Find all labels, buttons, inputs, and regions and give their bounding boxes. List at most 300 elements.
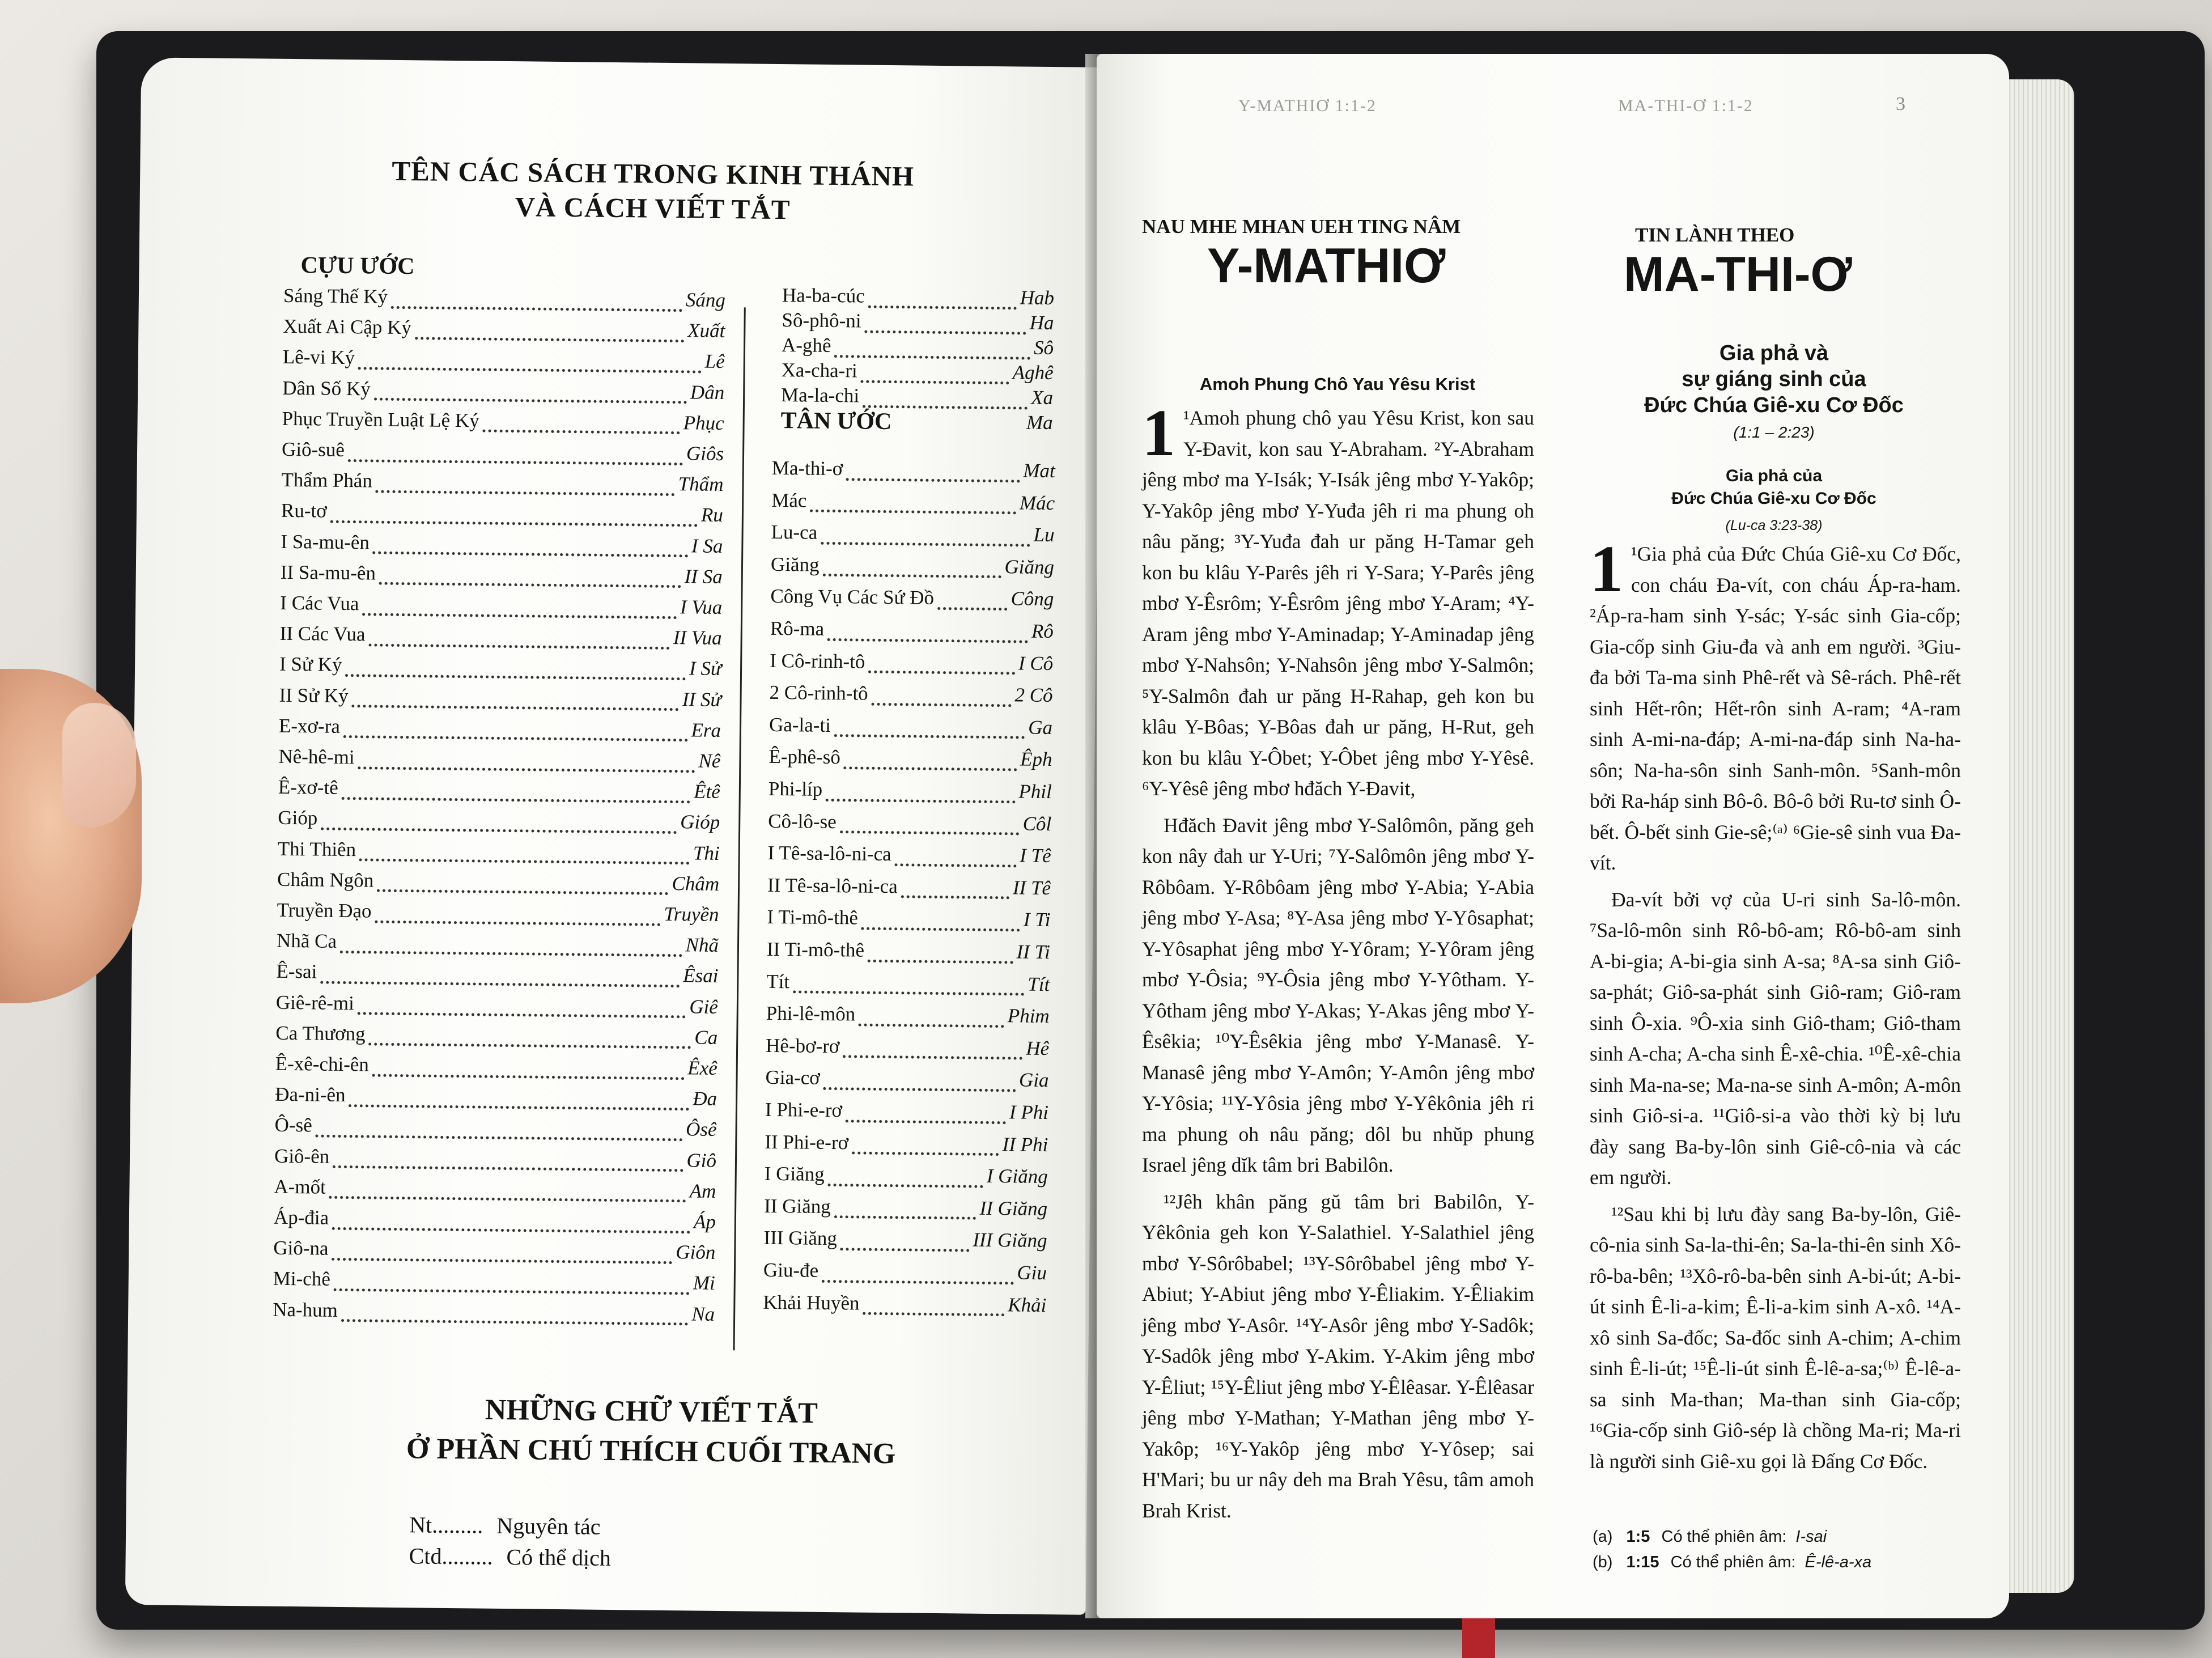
book-name: Ru-tơ <box>281 499 327 523</box>
book-entry <box>770 583 1054 612</box>
leader-dots <box>894 853 1016 867</box>
book-entry <box>281 498 723 528</box>
book-entry <box>782 307 1054 336</box>
book-entry <box>767 904 1050 933</box>
leader-dots <box>810 499 1016 515</box>
book-name: Ô-sê <box>274 1114 312 1137</box>
leader-dots <box>376 480 675 496</box>
book-abbreviation: Tít <box>1028 973 1050 995</box>
leader-dots <box>859 1013 1004 1028</box>
book-abbreviation: Ma <box>1026 411 1053 434</box>
book-abbreviation: II Phi <box>1002 1133 1048 1156</box>
book-abbreviation: I Vua <box>680 596 723 618</box>
book-name: Tít <box>766 970 790 993</box>
footnote <box>1593 1528 1827 1546</box>
book-name: I Giăng <box>764 1163 825 1186</box>
book-abbreviation: II Vua <box>673 626 722 650</box>
verse-paragraph: ¹²Sau khi bị lưu đày sang Ba-by-lôn, Giê-cô-nia sinh Sa-la-thi-ên; Sa-la-thi-ên sinh Xô-rô-ba-bên; ¹³Xô-rô-ba-bên sinh A-bi-út; A-bi-út sinh Ê-li-a-kim; Ê-li-a-kim sinh A-xô. ¹⁴A-xô sinh Sa-đốc; Sa-đốc sinh A-chim; A-chim sinh Ê-li-út; ¹⁵Ê-li-út sinh Ê-lê-a-sa;⁽ᵇ⁾ Ê-lê-a-sa sinh Ma-than; Ma-than sinh Gia-cốp; ¹⁶Gia-cốp sinh Giô-sép là chồng Ma-ri; Ma-ri là người sinh Giê-xu gọi là Đấng Cơ Đốc. <box>1590 1202 1961 1473</box>
book-abbreviation: Giôn <box>676 1241 716 1264</box>
book-name: Sô-phô-ni <box>782 309 861 332</box>
leader-dots <box>834 345 1030 360</box>
leader-dots <box>868 660 1015 675</box>
book-entry <box>768 808 1051 837</box>
book-entry <box>273 1235 715 1266</box>
book-abbreviation: Khải <box>1008 1293 1047 1316</box>
book-name: Dân Số Ký <box>282 376 371 400</box>
book-name: Châm Ngôn <box>277 868 374 892</box>
leader-dots <box>861 917 1020 931</box>
leader-dots <box>793 980 1024 995</box>
book-name: I Sử Ký <box>279 653 342 676</box>
book-abbreviation: Côl <box>1022 812 1052 835</box>
leader-dots <box>834 724 1025 739</box>
book-name: Ga-la-ti <box>769 713 831 736</box>
leader-dots <box>345 664 686 680</box>
sub-reference: (Lu-ca 3:23-38) <box>1725 518 1823 533</box>
book-entry <box>279 682 721 713</box>
leader-dots <box>334 1278 690 1295</box>
book-entry <box>763 1225 1047 1254</box>
book-entry <box>274 1205 716 1235</box>
verse-paragraph: Đa-vít bởi vợ của U-ri sinh Sa-lô-môn. ⁷Sa-lô-môn sinh Rô-bô-am; Rô-bô-am sinh A-bi-gia; A-bi-gia sinh A-sa; ⁸A-sa sinh Giô-sa-phát; Giô-sa-phát sinh Giô-ram; Giô-ram sinh Ô-xia. ⁹Ô-xia sinh Giô-tham; Giô-tham sinh A-cha; A-cha sinh Ê-xê-chia. ¹⁰Ê-xê-chia sinh Ma-na-se; Ma-na-se sinh A-môn; A-môn sinh Giô-si-a. ¹¹Giô-si-a vào thời kỳ bị lưu đày sang Ba-by-lôn sinh Giê-cô-nia và các em người. <box>1590 888 1961 1189</box>
chapter-number: 1 <box>1142 396 1175 470</box>
book-name: Cô-lô-se <box>768 809 837 833</box>
leader-dots <box>822 1269 1014 1284</box>
leader-dots <box>342 787 691 803</box>
vietnamese-section-heading <box>1570 340 1978 418</box>
abbr-title-line-2: Ở PHẦN CHÚ THÍCH CUỐI TRANG <box>406 1432 896 1470</box>
book-entry <box>766 1033 1049 1062</box>
abbr-entry <box>409 1511 601 1540</box>
book-entry <box>769 712 1052 741</box>
book-abbreviation: Ca <box>694 1026 718 1049</box>
book-entry <box>273 1296 715 1327</box>
book-abbreviation: Êtê <box>693 780 721 803</box>
book-name: Phi-lê-môn <box>766 1002 856 1025</box>
book-name: II Giăng <box>763 1194 831 1218</box>
book-entry <box>765 1129 1048 1157</box>
book-entry <box>765 1097 1048 1126</box>
book-name: Ma-la-chi <box>780 384 860 407</box>
book-abbreviation: Mat <box>1023 459 1055 482</box>
footnote-term: Ê-lê-a-xa <box>1805 1553 1872 1571</box>
verse-paragraph: ¹Amoh phung chô yau Yêsu Krist, kon sau Y-Đavit, kon sau Y-Abraham. ²Y-Abraham jêng mbơ ma Y-Isák; Y-Isák jêng mbơ Y-Yakôp; Y-Yakôp jêng mbơ Y-Yuđa jêh ri ma phung oh nâu păng; ³Y-Yuđa đah ur păng H-Tamar geh kon bu klâu Y-Parês jêh ri Y-Sara; Y-Parês jêng mbơ Y-Êsrôm; Y-Êsrôm jêng mbơ Y-Aram; ⁴Y-Aram jêng mbơ Y-Aminadap; Y-Aminadap jêng mbơ Y-Nahsôn; Y-Nahsôn jêng mbơ Y-Salmôn; ⁵Y-Salmôn đah ur păng H-Rahap, geh kon bu klâu Y-Bôas; Y-Bôas đah ur păng, H-Rut, geh kon bu klâu Y-Ôbet; Y-Ôbet jêng mbơ Y-Yêsê. ⁶Y-Yêsê jêng mbơ hđăch Y-Đavit, <box>1142 406 1534 800</box>
verse-paragraph: Hđăch Đavit jêng mbơ Y-Salômôn, păng geh kon nây đah ur Y-Uri; ⁷Y-Salômôn jêng mbơ Y-Rôbôam. Y-Rôbôam jêng mbơ Y-Abia; Y-Abia jêng mbơ Y-Asa; ⁸Y-Asa jêng mbơ Y-Yôsaphat; Y-Yôsaphat jêng mbơ Y-Yôram; Y-Yôram jêng mbơ Y-Ôsia; ⁹Y-Ôsia jêng mbơ Y-Yôtham. Y-Yôtham jêng mbơ Y-Akas; Y-Akas jêng mbơ Y-Êsêkia; ¹⁰Y-Êsêkia jêng mbơ Y-Manasê. Y-Manasê jêng mbơ Y-Amôn; Y-Amôn jêng mbơ Y-Yôsia; ¹¹Y-Yôsia jêng mbơ Y-Yêkônia jêh ri ma phung oh nâu păng; dôl bu nhŭp phung Israel jêng dĭk tâm bri Babilôn. <box>1142 813 1534 1176</box>
book-entry <box>772 455 1055 484</box>
section-reference: (1:1 – 2:23) <box>1733 423 1815 441</box>
book-name: Thẩm Phán <box>281 469 373 492</box>
leader-dots <box>937 597 1008 610</box>
book-entry <box>283 313 725 344</box>
book-entry <box>763 1257 1047 1286</box>
leader-dots <box>332 1216 690 1233</box>
book-entry <box>278 744 720 774</box>
book-abbreviation: Sáng <box>685 289 726 312</box>
book-entry <box>766 1000 1049 1029</box>
leader-dots <box>823 1077 1016 1092</box>
leader-dots <box>374 388 687 404</box>
book-abbreviation: Giu <box>1017 1261 1047 1284</box>
book-name: Khải Huyền <box>763 1291 860 1314</box>
leader-dots <box>348 449 683 465</box>
leader-dots <box>362 603 677 619</box>
book-entry <box>283 283 725 313</box>
book-entry <box>281 528 723 559</box>
book-entry <box>782 332 1054 361</box>
book-entry <box>782 282 1054 311</box>
leader-dots <box>822 563 1001 578</box>
mnong-text-column <box>1142 396 1534 1526</box>
book-abbreviation: Ga <box>1028 716 1053 739</box>
leader-dots <box>359 848 690 864</box>
book-entry <box>781 357 1053 386</box>
book-name: Xuất Ai Cập Ký <box>283 315 412 339</box>
book-name: Na-hum <box>273 1298 338 1321</box>
book-entry <box>767 936 1050 965</box>
leader-dots <box>333 1155 683 1172</box>
book-abbreviation: I Sử <box>689 657 722 680</box>
running-head-right: MA-THI-Ơ 1:1-2 <box>1618 96 1754 115</box>
book-entry <box>279 621 721 651</box>
book-entry <box>780 407 1052 436</box>
mnong-title: Y-MATHIƠ <box>1207 239 1446 293</box>
book-name: Giăng <box>770 553 820 576</box>
book-name: A-mốt <box>274 1175 326 1198</box>
book-name: Ê-xê-chi-ên <box>275 1052 370 1076</box>
book-abbreviation: II Ti <box>1016 940 1051 964</box>
book-name: I Ti-mô-thê <box>767 906 859 929</box>
book-name: Giô-ên <box>274 1144 330 1168</box>
book-name: Công Vụ Các Sứ Đồ <box>770 585 935 609</box>
book-abbreviation: Lê <box>704 350 725 373</box>
book-name: Lê-vi Ký <box>282 346 355 369</box>
book-entry <box>781 382 1053 411</box>
abbreviations-title <box>296 1388 1005 1475</box>
leader-dots <box>316 1124 683 1141</box>
leader-dots <box>332 1248 672 1264</box>
book-name: Thi Thiên <box>277 837 356 860</box>
leader-dots <box>375 910 660 926</box>
book-abbreviation: Lu <box>1033 523 1055 546</box>
book-name: Lu-ca <box>771 521 818 544</box>
abbr-value: Có thể dịch <box>506 1544 612 1571</box>
vietnamese-sub-heading <box>1570 465 1978 510</box>
footnote-term: I-sai <box>1795 1528 1827 1546</box>
book-name: Hê-bơ-rơ <box>765 1034 840 1057</box>
book-abbreviation: Giôs <box>686 442 724 465</box>
book-entry <box>281 467 723 498</box>
book-entry <box>764 1193 1047 1222</box>
book-entry <box>279 713 721 744</box>
book-name: I Tê-sa-lô-ni-ca <box>767 842 891 866</box>
footnote-mark: (b) <box>1593 1553 1613 1571</box>
leader-dots <box>379 572 681 588</box>
title-line-2: VÀ CÁCH VIẾT TẮT <box>515 191 791 226</box>
vietnamese-text-column <box>1590 532 1961 1477</box>
book-abbreviation: Êxê <box>687 1057 717 1079</box>
leader-dots <box>868 295 1017 309</box>
book-abbreviation: Hab <box>1020 286 1055 309</box>
book-entry <box>277 897 719 928</box>
book-abbreviation: 2 Cô <box>1014 684 1053 707</box>
leader-dots <box>377 879 668 895</box>
book-abbreviation: II Giăng <box>979 1197 1048 1220</box>
chapter-number: 1 <box>1590 532 1623 606</box>
book-abbreviation: Công <box>1011 587 1054 610</box>
book-abbreviation: I Giăng <box>986 1165 1048 1188</box>
running-head-left: Y-MATHIƠ 1:1-2 <box>1238 96 1377 115</box>
abbr-value: Nguyên tác <box>496 1512 601 1540</box>
book-entry <box>283 344 725 375</box>
book-name: Ca Thương <box>275 1021 366 1045</box>
book-abbreviation: Na <box>691 1303 715 1325</box>
book-name: Ha-ba-cúc <box>782 284 865 307</box>
leader-dots <box>846 1109 1006 1124</box>
old-testament-heading: CỰU ƯỚC <box>300 252 415 280</box>
book-abbreviation: Phục <box>683 412 724 434</box>
book-abbreviation: II Tê <box>1012 876 1051 899</box>
book-name: I Các Vua <box>280 591 359 615</box>
book-name: I Phi-e-rơ <box>765 1098 843 1122</box>
book-entry <box>276 959 718 989</box>
book-abbreviation: III Giăng <box>973 1229 1047 1252</box>
book-abbreviation: Giô <box>686 1148 717 1172</box>
book-abbreviation: I Ti <box>1023 908 1051 931</box>
book-name: Phục Truyền Luật Lệ Ký <box>282 407 479 432</box>
book-name: E-xơ-ra <box>278 714 341 737</box>
leader-dots <box>391 295 682 311</box>
book-abbreviation: Ôsê <box>685 1118 717 1141</box>
book-name: Sáng Thế Ký <box>283 284 388 308</box>
leader-dots <box>373 541 688 558</box>
book-abbreviation: Mác <box>1019 491 1055 514</box>
leader-dots <box>901 885 1010 900</box>
leader-dots <box>368 1033 691 1049</box>
book-entry <box>274 1143 716 1173</box>
abbr-key: Ctd......... <box>409 1543 493 1570</box>
thumbnail <box>62 703 136 828</box>
book-abbreviation: Ru <box>700 503 724 527</box>
book-abbreviation: Sô <box>1033 336 1054 359</box>
book-entry <box>769 744 1052 773</box>
leader-dots <box>415 326 685 342</box>
book-entry <box>276 989 718 1020</box>
leader-dots <box>826 788 1016 803</box>
page-number: 3 <box>1896 94 1905 115</box>
vietnamese-title: MA-THI-Ơ <box>1624 247 1852 302</box>
book-abbreviation: Áp <box>693 1210 716 1233</box>
leader-dots <box>482 419 680 435</box>
title-line-1: TÊN CÁC SÁCH TRONG KINH THÁNH <box>392 155 915 192</box>
leader-dots <box>358 1002 686 1018</box>
book-abbreviation: Truyền <box>664 902 719 926</box>
section-heading-line: sự giáng sinh của <box>1682 367 1866 391</box>
book-abbreviation: Phil <box>1018 780 1052 803</box>
section-heading-line: Gia phả và <box>1719 341 1829 365</box>
book-name: II Sa-mu-ên <box>280 561 376 584</box>
mnong-section-heading: Amoh Phung Chô Yau Yêsu Krist <box>1199 374 1476 394</box>
leader-dots <box>349 1094 689 1110</box>
leader-dots <box>846 468 1020 482</box>
sub-heading-line: Gia phả của <box>1725 467 1823 485</box>
book-entry <box>278 774 720 805</box>
book-entry <box>277 836 719 866</box>
book-entry <box>279 651 721 682</box>
book-abbreviation: Xuất <box>687 319 725 342</box>
book-name: II Ti-mô-thê <box>766 938 865 961</box>
column-divider <box>733 307 746 1350</box>
book-entry <box>277 867 719 897</box>
book-abbreviation: I Phi <box>1009 1101 1049 1124</box>
leader-dots <box>321 817 677 834</box>
right-page <box>1097 54 2009 1618</box>
book-name: Nê-hê-mi <box>278 745 355 769</box>
book-entry <box>282 436 724 467</box>
leader-dots <box>368 633 670 650</box>
book-name: I Sa-mu-ên <box>281 530 370 554</box>
book-abbreviation: Nê <box>698 749 721 772</box>
leader-dots <box>358 756 695 773</box>
book-name: Rô-ma <box>770 617 825 640</box>
book-name: III Giăng <box>763 1227 838 1250</box>
new-testament-heading: TÂN ƯỚC <box>780 408 892 435</box>
book-name: Mác <box>771 489 807 512</box>
leader-dots <box>843 1045 1022 1060</box>
book-abbreviation: Mi <box>693 1271 715 1295</box>
book-name: Xa-cha-ri <box>781 359 857 382</box>
book-name: Ê-xơ-tê <box>278 775 339 799</box>
book-abbreviation: II Sử <box>682 688 721 711</box>
book-abbreviation: Êsai <box>682 964 719 987</box>
section-heading-line: Đức Chúa Giê-xu Cơ Đốc <box>1644 393 1904 417</box>
book-entry <box>282 406 724 436</box>
book-abbreviation: Gióp <box>680 811 720 834</box>
book-abbreviation: Châm <box>672 872 720 895</box>
book-abbreviation: I Tê <box>1020 844 1051 867</box>
footnote-mark: (a) <box>1593 1528 1613 1546</box>
book-name: Giô-suê <box>281 438 345 461</box>
book-abbreviation: Era <box>691 719 721 741</box>
book-entry <box>765 1161 1048 1190</box>
book-abbreviation: Thẩm <box>678 473 724 496</box>
abbr-key: Nt......... <box>409 1512 483 1538</box>
book-name: Gia-cơ <box>765 1066 820 1089</box>
page-edges <box>2006 79 2074 1593</box>
footnote-ref: 1:5 <box>1626 1528 1650 1546</box>
book-abbreviation: II Sa <box>684 565 723 588</box>
book-entry <box>769 680 1052 709</box>
footnote-ref: 1:15 <box>1626 1553 1659 1571</box>
verse-paragraph: ¹Gia phả của Đức Chúa Giê-xu Cơ Đốc, con cháu Đa-vít, con cháu Áp-ra-ham. ²Áp-ra-ham sinh Y-sác; Y-sác sinh Gia-cốp; Gia-cốp sinh Giu-đa và anh em người. ³Giu-đa bởi Ta-ma sinh Phê-rết và Sê-rách. Phê-rết sinh Hết-rôn; Hết-rôn sinh A-ram; ⁴A-ram sinh A-mi-na-đáp; A-mi-na-đáp sinh Na-ha-sôn; Na-ha-sôn sinh Sanh-môn. ⁵Sanh-môn bởi Ra-háp sinh Bô-ô. Bô-ô bởi Ru-tơ sinh Ô-bết. Ô-bết sinh Gie-sê;⁽ᵃ⁾ ⁶Gie-sê sinh vua Đa-vít. <box>1590 542 1961 874</box>
book-entry <box>767 840 1051 869</box>
book-entry <box>763 1289 1046 1318</box>
book-name: I Cô-rinh-tô <box>770 649 865 673</box>
book-abbreviation: Giăng <box>1004 555 1055 578</box>
book-entry <box>770 647 1053 676</box>
book-abbreviation: Rô <box>1031 620 1054 643</box>
verse-paragraph: ¹²Jêh khân păng gŭ tâm bri Babilôn, Y-Yêkônia geh kon Y-Salathiel. Y-Salathiel jêng mbơ Y-Sôrôbabel; ¹³Y-Sôrôbabel jêng mbơ Y-Abiut; Y-Abiut jêng mbơ Y-Êliakim. Y-Êliakim jêng mbơ Y-Asôr. ¹⁴Y-Asôr jêng mbơ Y-Sadôk; Y-Sadôk jêng mbơ Y-Akim. Y-Akim jêng mbơ Y-Êliut; ¹⁵Y-Êliut jêng mbơ Y-Êlêasar. Y-Êlêasar jêng mbơ Y-Mathan; Y-Mathan jêng mbơ Y-Yakôp; ¹⁶Y-Yakôp jêng mbơ Y-Yôsep; sai H'Mari; bu ur nây deh ma Brah Yêsu, tâm amoh Brah Krist. <box>1142 1190 1534 1522</box>
leader-dots <box>351 694 679 711</box>
leader-dots <box>330 510 698 527</box>
leader-dots <box>863 395 1028 409</box>
footnote-text: Có thể phiên âm: <box>1670 1553 1796 1571</box>
book-name: Phi-líp <box>768 777 823 800</box>
leader-dots <box>358 357 702 373</box>
book-name: A-ghê <box>781 334 831 357</box>
abbr-entry <box>409 1542 611 1571</box>
footnote <box>1593 1553 1871 1572</box>
book-name: Ê-phê-sô <box>769 745 841 769</box>
book-entry <box>278 805 720 836</box>
book-abbreviation: Ha <box>1029 311 1054 334</box>
vietnamese-subtitle: TIN LÀNH THEO <box>1635 224 1795 246</box>
book-abbreviation: I Sa <box>691 535 723 557</box>
leader-dots <box>329 1186 686 1203</box>
abbr-title-line-1: NHỮNG CHỮ VIẾT TẮT <box>485 1393 818 1430</box>
book-name: Đa-ni-ên <box>274 1083 346 1106</box>
leader-dots <box>840 1237 970 1252</box>
book-name: Giê-rê-mi <box>275 991 355 1014</box>
book-entry <box>275 1082 717 1112</box>
book-list-title <box>355 153 950 228</box>
book-name: II Sử Ký <box>279 684 349 707</box>
book-abbreviation: Gia <box>1018 1068 1049 1092</box>
leader-dots <box>864 320 1026 334</box>
book-entry <box>275 1020 717 1051</box>
book-abbreviation: Am <box>689 1180 716 1202</box>
book-abbreviation: Giê <box>689 995 719 1018</box>
book-abbreviation: Hê <box>1026 1037 1050 1059</box>
book-entry <box>771 487 1055 516</box>
leader-dots <box>343 725 688 741</box>
leader-dots <box>863 1302 1004 1317</box>
leader-dots <box>827 627 1028 643</box>
leader-dots <box>844 756 1017 771</box>
book-entry <box>277 928 719 959</box>
book-abbreviation: Aghê <box>1012 361 1054 384</box>
book-entry <box>282 375 724 405</box>
leader-dots <box>340 940 682 957</box>
leader-dots <box>871 692 1011 707</box>
book-entry <box>273 1266 715 1296</box>
book-name: Giô-na <box>273 1236 329 1260</box>
book-name: II Các Vua <box>279 622 366 646</box>
book-entry <box>765 1065 1048 1093</box>
book-name: Gióp <box>278 807 318 829</box>
leader-dots <box>828 1173 983 1188</box>
book-entry <box>771 552 1054 580</box>
book-entry <box>767 872 1051 901</box>
book-name: Mi-chê <box>273 1267 331 1291</box>
book-name: Ê-sai <box>276 960 317 983</box>
leader-dots <box>852 1142 999 1156</box>
leader-dots <box>868 949 1013 964</box>
book-name: Giu-đe <box>763 1258 819 1282</box>
book-entry <box>280 590 722 621</box>
book-entry <box>274 1174 716 1205</box>
leader-dots <box>372 1063 685 1080</box>
leader-dots <box>320 970 680 987</box>
book-abbreviation: Phim <box>1007 1004 1050 1028</box>
book-abbreviation: Thi <box>693 842 720 864</box>
book-entry <box>274 1112 716 1143</box>
footnote-text: Có thể phiên âm: <box>1661 1528 1787 1546</box>
leader-dots <box>840 820 1020 835</box>
book-abbreviation: Xa <box>1031 386 1054 409</box>
book-abbreviation: Êph <box>1020 748 1052 771</box>
left-page <box>125 57 1102 1615</box>
book-abbreviation: Đa <box>693 1087 717 1110</box>
